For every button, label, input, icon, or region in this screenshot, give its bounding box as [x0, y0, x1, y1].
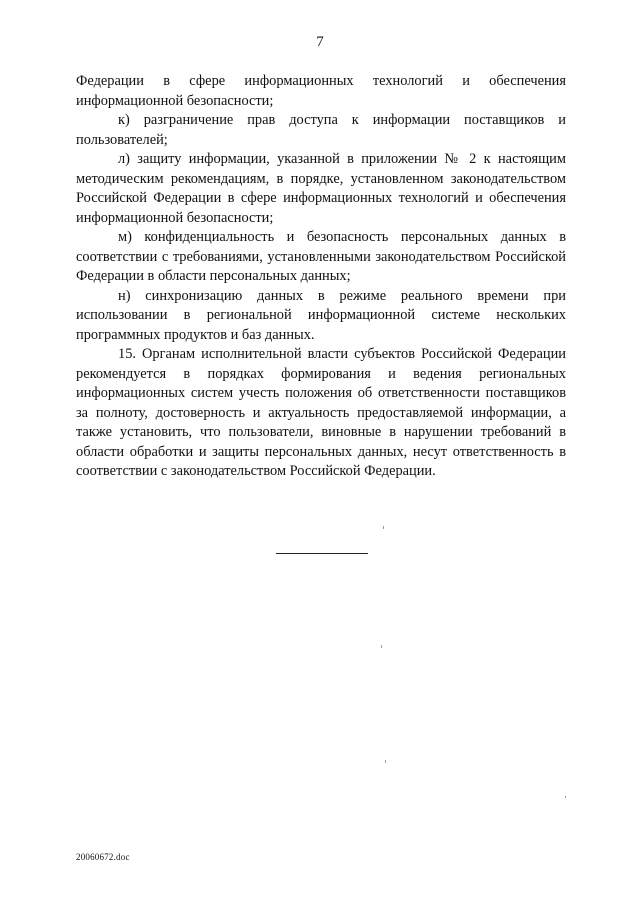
scan-speck: [381, 645, 382, 648]
scan-speck: [385, 760, 386, 763]
end-separator-line: [276, 553, 368, 554]
paragraph-item-l: л) защиту информации, указанной в приложении № 2 к настоящим методическим рекомендациям, в порядке, установленном законодательством Российской Федерации в сфере информационных технологий и обеспечения информационной безопасности;: [76, 151, 566, 226]
paragraph-item-m: м) конфиденциальность и безопасность персональных данных в соответствии с требованиями, установленными законодательством Российской Федерации в области персональных данных;: [76, 229, 566, 284]
footer-file-name: 20060672.doc: [76, 852, 130, 862]
scan-speck: [383, 526, 384, 529]
page-number: 7: [316, 34, 324, 50]
paragraph-item-n: н) синхронизацию данных в режиме реального времени при использовании в региональной информационной системе нескольких программных продуктов и баз данных.: [76, 287, 566, 343]
document-body: [76, 72, 566, 482]
paragraph-clause-15: 15. Органам исполнительной власти субъектов Российской Федерации рекомендуется в порядках формирования и ведения региональных информационных систем учесть положения об ответственности поставщиков за полноту, достоверность и актуальность предоставляемой информации, а также установить, что пользователи, виновные в нарушении требований в области обработки и защиты персональных данных, несут ответственность в соответствии с законодательством Российской Федерации.: [76, 346, 566, 479]
scan-speck: [565, 796, 566, 798]
paragraph-item-k: к) разграничение прав доступа к информации поставщиков и пользователей;: [76, 112, 566, 148]
paragraph-federation-continuation: Федерации в сфере информационных технологий и обеспечения информационной безопасности;: [76, 73, 566, 109]
